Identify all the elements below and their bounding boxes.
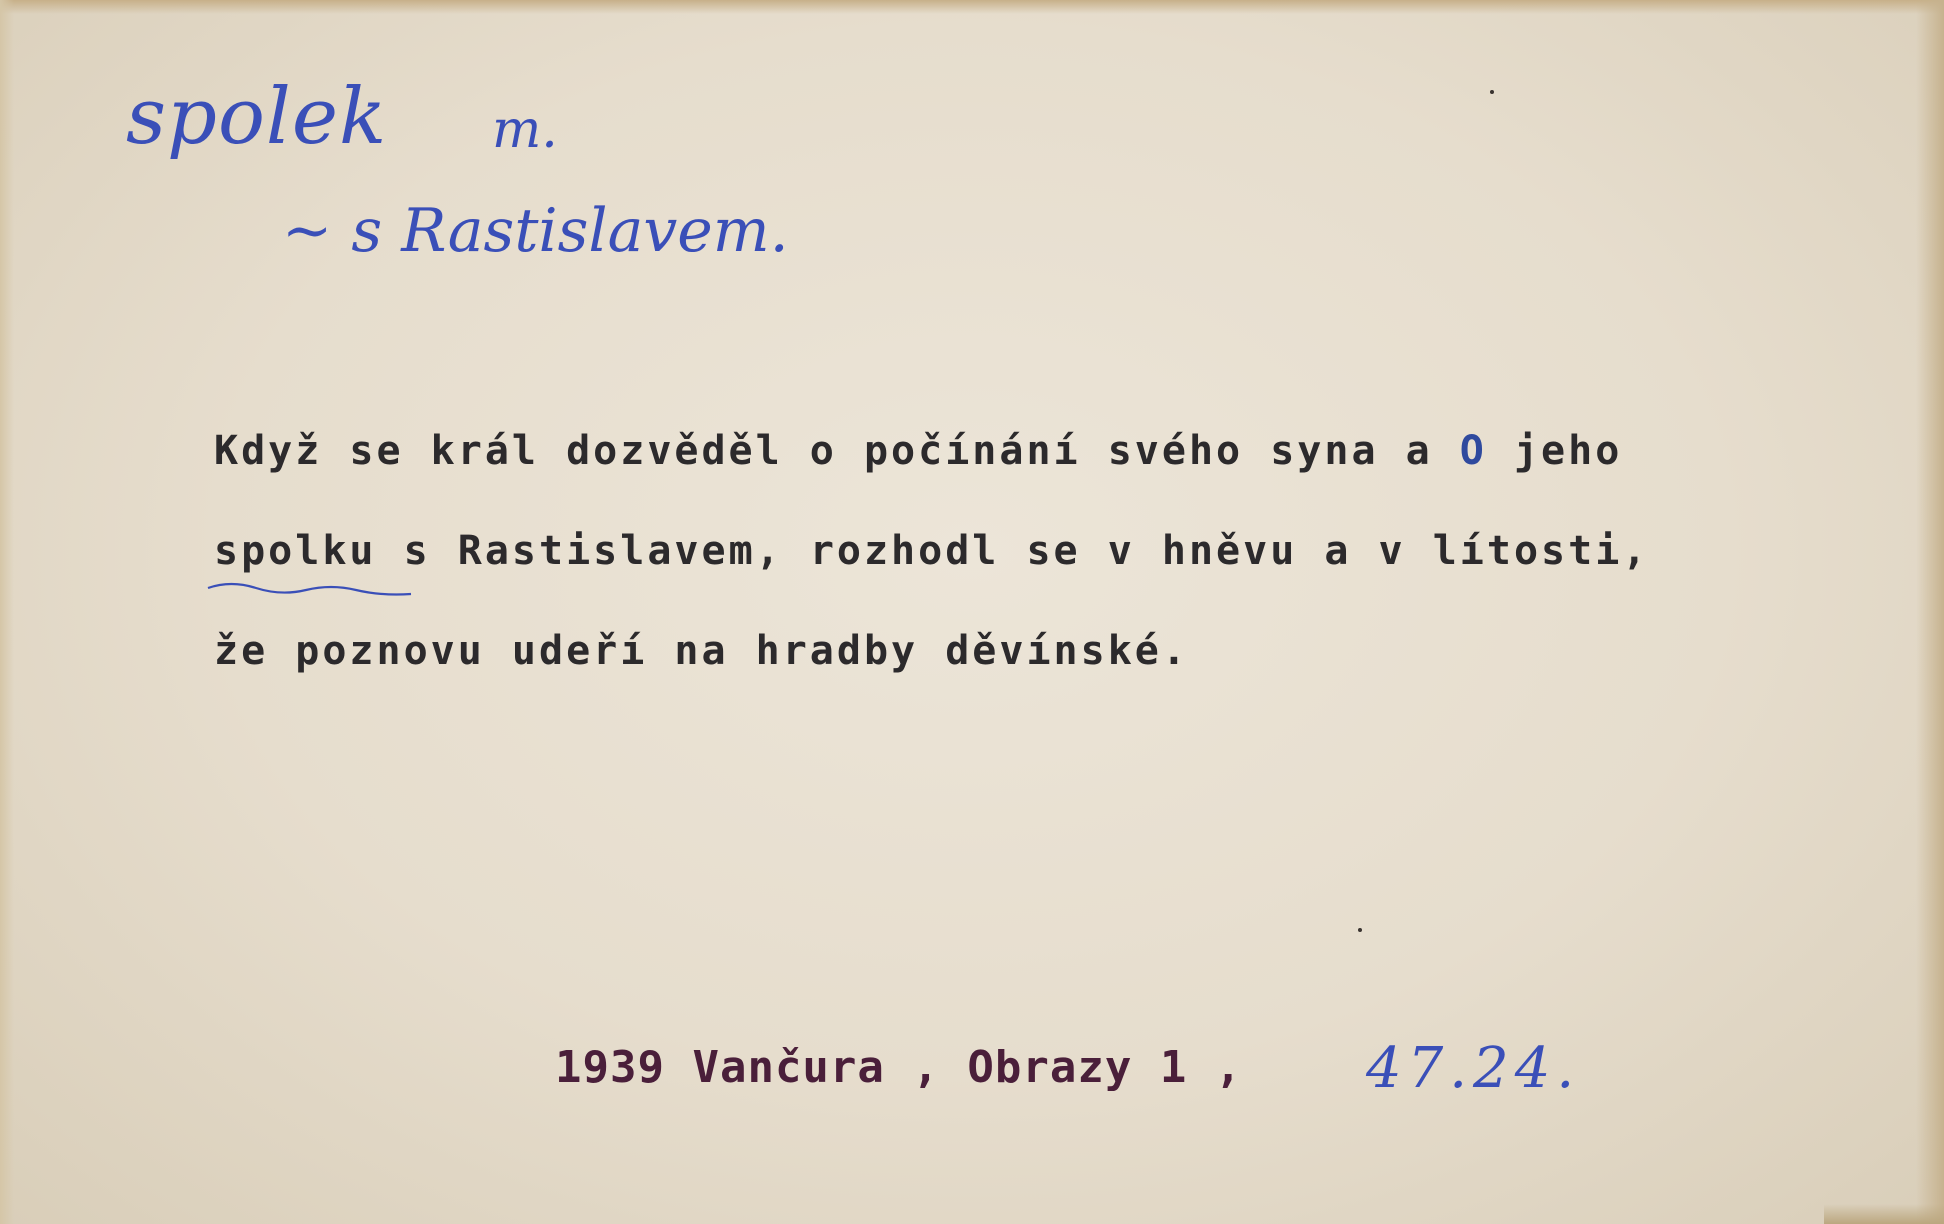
- paper-edge-top: [0, 0, 1944, 14]
- citation-work: Obrazy: [967, 1042, 1133, 1093]
- handwritten-page-ref: 47.24.: [1366, 1036, 1581, 1101]
- citation-stamp: 1939 Vančura , Obrazy 1 ,: [555, 1042, 1243, 1093]
- blue-o-mark: O: [1459, 428, 1487, 474]
- typed-line-1-end: jeho: [1486, 428, 1623, 474]
- typed-line-1: [214, 428, 1622, 474]
- citation-year: 1939: [555, 1042, 665, 1093]
- paper-speck: [1490, 90, 1494, 94]
- underlined-word: spolku: [214, 528, 377, 574]
- typed-line-2: [214, 528, 1649, 574]
- citation-author: Vančura: [692, 1042, 885, 1093]
- wavy-underline: [206, 578, 416, 602]
- typed-line-2-rest: s Rastislavem, rozhodl se v hněvu a v lítosti,: [376, 528, 1650, 574]
- paper-corner: [1824, 1204, 1944, 1224]
- paper-speck: [1358, 928, 1362, 932]
- typed-line-3: že poznovu udeří na hradby děvínské.: [214, 628, 1189, 674]
- paper-edge-right: [1916, 0, 1944, 1224]
- citation-volume: 1: [1159, 1042, 1188, 1093]
- handwritten-phrase: ~ s Rastislavem.: [282, 196, 789, 266]
- handwritten-gender: m.: [492, 100, 558, 160]
- handwritten-headword: spolek: [126, 72, 388, 162]
- typed-line-1-start: Když se král dozvěděl o počínání svého syna a: [214, 428, 1460, 474]
- paper-edge-left: [0, 0, 14, 1224]
